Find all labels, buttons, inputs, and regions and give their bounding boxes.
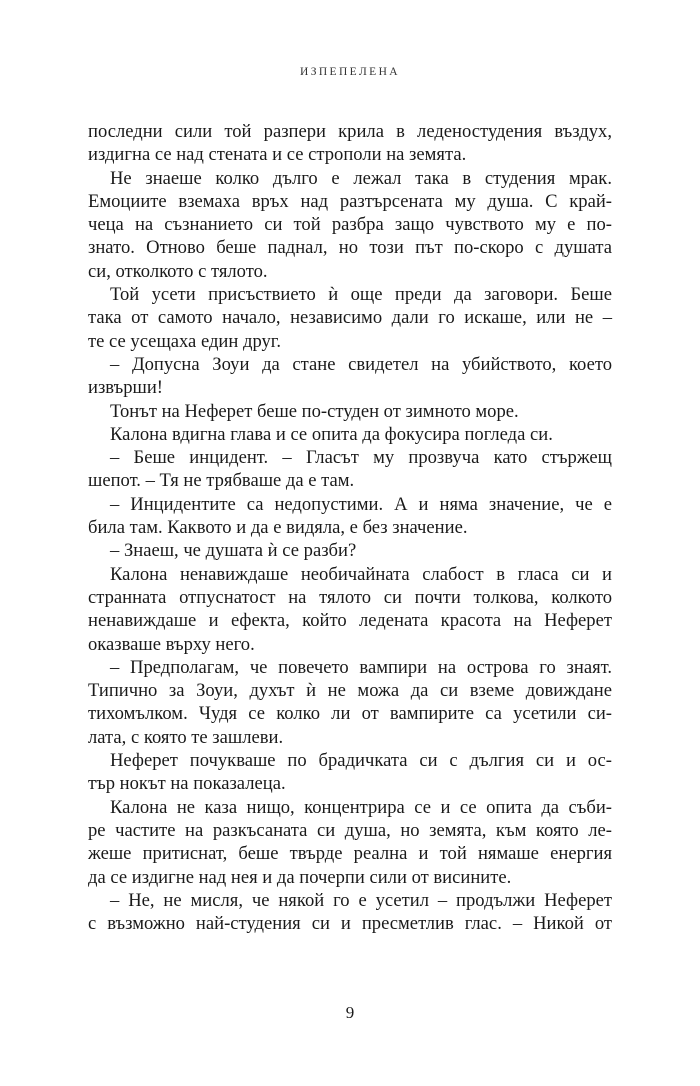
text-line: Калона вдигна глава и се опита да фокусира погледа си. bbox=[110, 423, 553, 445]
text-line: – Инцидентите са недопустими. А и няма значение, че е bbox=[110, 493, 612, 515]
body-text bbox=[88, 120, 612, 935]
text-line: да се издигне над нея и да почерпи сили от висините. bbox=[88, 866, 512, 888]
text-line: – Предполагам, че повечето вампири на острова го знаят. bbox=[110, 656, 612, 678]
text-line: странната отпуснатост на тялото си почти толкова, колкото bbox=[88, 586, 612, 608]
text-line: тър нокът на показалеца. bbox=[88, 773, 286, 795]
text-line: ненавиждаше и ефекта, който ледената красота на Неферет bbox=[88, 610, 612, 632]
text-line: Неферет почукваше по брадичката си с дългия си и ос- bbox=[110, 750, 612, 772]
text-line: шепот. – Тя не трябваше да е там. bbox=[88, 470, 355, 492]
text-line: била там. Каквото и да е видяла, е без значение. bbox=[88, 517, 468, 539]
text-line: Не знаеше колко дълго е лежал така в студения мрак. bbox=[110, 167, 612, 189]
text-line: – Беше инцидент. – Гласът му прозвуча като стържещ bbox=[110, 447, 612, 469]
text-line: с възможно най-студения си и пресметлив глас. – Никой от bbox=[88, 913, 612, 935]
text-line: лата, с която те зашлеви. bbox=[88, 726, 284, 748]
text-line: – Не, не мисля, че някой го е усетил – продължи Неферет bbox=[110, 889, 612, 911]
text-line: Тонът на Неферет беше по-студен от зимното море. bbox=[110, 400, 519, 422]
text-line: те се усещаха един друг. bbox=[88, 330, 281, 352]
text-line: Калона ненавиждаше необичайната слабост в гласа си и bbox=[110, 563, 612, 585]
text-line: ре частите на разкъсаната си душа, но земята, към която ле- bbox=[88, 819, 612, 841]
text-line: Типично за Зоуи, духът ѝ не можа да си вземе довиждане bbox=[88, 680, 612, 702]
text-line: тихомълком. Чудя се колко ли от вампирите са усетили си- bbox=[88, 703, 612, 725]
text-line: знато. Отново беше паднал, но този път по-скоро с душата bbox=[88, 237, 612, 259]
text-line: Калона не каза нищо, концентрира се и се опита да съби- bbox=[110, 796, 612, 818]
text-line: така от самото начало, независимо дали го искаше, или не – bbox=[88, 307, 612, 329]
text-line: Емоциите вземаха връх над разтърсената му душа. С край- bbox=[88, 190, 612, 212]
text-line: Той усети присъствието ѝ още преди да заговори. Беше bbox=[110, 284, 612, 306]
text-line: извърши! bbox=[88, 377, 163, 399]
text-line: си, отколкото с тялото. bbox=[88, 260, 268, 282]
text-line: последни сили той разпери крила в леденостудения въздух, bbox=[88, 121, 612, 142]
page-number: 9 bbox=[345, 1003, 355, 1022]
text-line: – Допусна Зоуи да стане свидетел на убийството, което bbox=[110, 353, 612, 375]
text-line: – Знаеш, че душата ѝ се разби? bbox=[110, 540, 357, 562]
text-line: издигна се над стената и се строполи на земята. bbox=[88, 144, 467, 166]
text-line: чеца на съзнанието си той разбра защо чувството му е по- bbox=[88, 214, 612, 236]
running-head: ИЗПЕПЕЛЕНА bbox=[299, 66, 400, 78]
text-line: оказваше върху него. bbox=[88, 633, 255, 655]
text-line: жеше притиснат, беше твърде реална и той нямаше енергия bbox=[88, 843, 612, 865]
